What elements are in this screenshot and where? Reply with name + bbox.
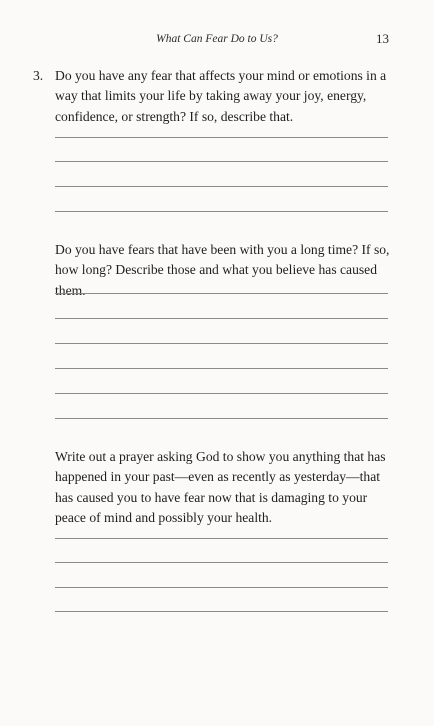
answer-line[interactable] xyxy=(55,562,388,563)
question-number: 3. xyxy=(33,68,44,83)
answer-line[interactable] xyxy=(55,611,388,612)
answer-line[interactable] xyxy=(55,418,388,419)
answer-line[interactable] xyxy=(55,318,388,319)
answer-line[interactable] xyxy=(55,538,388,539)
answer-line[interactable] xyxy=(55,186,388,187)
prompt-prayer: Write out a prayer asking God to show you anything that has happened in your past—even as recently as yesterday—that has caused you to have fear now that is damaging to your peace of mind and possibly your health. xyxy=(55,449,386,525)
prompt-long-time-fears: Do you have fears that have been with you a long time? If so, how long? Describe those and what you believe has caused them. xyxy=(55,242,390,298)
answer-line[interactable] xyxy=(55,393,388,394)
running-head xyxy=(0,31,434,47)
page-number: 13 xyxy=(376,31,389,46)
answer-line[interactable] xyxy=(55,293,388,294)
answer-line[interactable] xyxy=(55,137,388,138)
answer-line[interactable] xyxy=(55,343,388,344)
running-title: What Can Fear Do to Us? xyxy=(156,33,278,45)
answer-line[interactable] xyxy=(55,211,388,212)
prompt-fear-limits-life: Do you have any fear that affects your mind or emotions in a way that limits your life by taking away your joy, energy, confidence, or strength? If so, describe that. xyxy=(55,68,387,124)
answer-line[interactable] xyxy=(55,161,388,162)
answer-line[interactable] xyxy=(55,368,388,369)
answer-line[interactable] xyxy=(55,587,388,588)
